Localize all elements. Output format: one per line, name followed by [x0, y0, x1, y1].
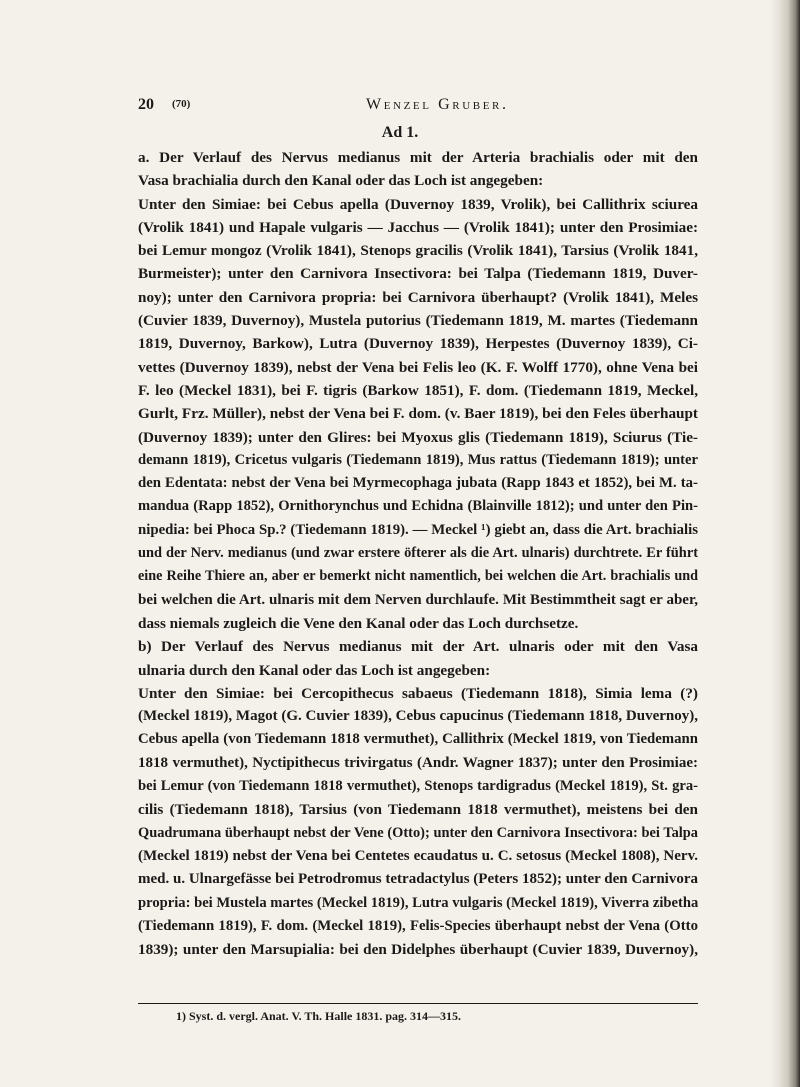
text-line: Burmeister); unter den Carnivora Insectivora: bei Talpa (Tiedemann 1819, Duver- — [138, 265, 698, 283]
text-line: mandua (Rapp 1852), Ornithorynchus und Echidna (Blainville 1812); und unter den Pin- — [138, 498, 698, 515]
author-name: Wenzel Gruber. — [366, 96, 509, 113]
text-line: dass niemals zugleich die Vene den Kanal oder das Loch durchsetze. — [138, 614, 579, 632]
text-line: med. u. Ulnargefässe bei Petrodromus tetradactylus (Peters 1852); unter den Carnivora — [138, 871, 698, 888]
text-line: b) Der Verlauf des Nervus medianus mit der Art. ulnaris oder mit den Vasa — [138, 638, 698, 656]
text-line: Vasa brachialia durch den Kanal oder das Loch ist angegeben: — [138, 172, 544, 190]
running-header — [138, 96, 698, 118]
page-shadow — [770, 0, 778, 1087]
text-line: vettes (Duvernoy 1839), nebst der Vena bei Felis leo (K. F. Wolff 1770), ohne Vena bei — [138, 358, 698, 376]
page-number: 20 — [138, 96, 154, 113]
text-line: 1819, Duvernoy, Barkow), Lutra (Duvernoy 1839), Herpestes (Duvernoy 1839), Ci- — [138, 335, 698, 353]
text-line: a. Der Verlauf des Nervus medianus mit der Arteria brachialis oder mit den — [138, 149, 698, 166]
book-spine — [778, 0, 800, 1087]
body-text — [138, 146, 698, 961]
section-ref: (70) — [172, 98, 191, 110]
text-line: 1818 vermuthet), Nyctipithecus trivirgatus (Andr. Wagner 1837); unter den Prosimiae: — [138, 754, 698, 771]
footnote: 1) Syst. d. vergl. Anat. V. Th. Halle 1831. pag. 314—315. — [176, 1009, 462, 1023]
text-line: und der Nerv. medianus (und zwar erstere öfterer als die Art. ulnaris) durchtrete. Er führt — [138, 545, 698, 562]
text-line: bei Lemur mongoz (Vrolik 1841), Stenops gracilis (Vrolik 1841), Tarsius (Vrolik 1841, — [138, 242, 698, 260]
text-line: nipedia: bei Phoca Sp.? (Tiedemann 1819). — Meckel ¹) giebt an, dass die Art. brachialis — [138, 521, 698, 538]
section-heading: Ad 1. — [381, 124, 419, 141]
text-line: (Meckel 1819), Magot (G. Cuvier 1839), Cebus capucinus (Tiedemann 1818, Duvernoy), — [138, 708, 698, 725]
text-line: Unter den Simiae: bei Cercopithecus sabaeus (Tiedemann 1818), Simia lema (?) — [138, 684, 698, 702]
text-line: propria: bei Mustela martes (Meckel 1819), Lutra vulgaris (Meckel 1819), Viverra zibetha — [138, 894, 699, 911]
text-line: (Tiedemann 1819), F. dom. (Meckel 1819), Felis-Species überhaupt nebst der Vena (Otto — [138, 917, 698, 934]
text-line: noy); unter den Carnivora propria: bei Carnivora überhaupt? (Vrolik 1841), Meles — [138, 288, 698, 306]
text-line: ulnaria durch den Kanal oder das Loch ist angegeben: — [138, 661, 491, 679]
text-line: Gurlt, Frz. Müller), nebst der Vena bei F. dom. (v. Baer 1819), bei den Feles überhaupt — [138, 405, 698, 423]
text-line: den Edentata: nebst der Vena bei Myrmecophaga jubata (Rapp 1843 et 1852), bei M. ta- — [138, 475, 698, 492]
text-line: bei welchen die Art. ulnaris mit dem Nerven durchlaufe. Mit Bestimmtheit sagt er aber, — [138, 591, 698, 608]
text-line: Cebus apella (von Tiedemann 1818 vermuthet), Callithrix (Meckel 1819, von Tiedemann — [138, 731, 698, 748]
text-line: bei Lemur (von Tiedemann 1818 vermuthet), Stenops tardigradus (Meckel 1819), St. gra- — [138, 778, 698, 795]
footnote-rule — [138, 1003, 698, 1004]
text-line: Quadrumana überhaupt nebst der Vene (Otto); unter den Carnivora Insectivora: bei Talpa — [138, 824, 698, 841]
text-line: F. leo (Meckel 1831), bei F. tigris (Barkow 1851), F. dom. (Tiedemann 1819, Meckel, — [138, 381, 698, 399]
text-line: (Meckel 1819) nebst der Vena bei Centetes ecaudatus u. C. setosus (Meckel 1808), Nerv. — [138, 847, 698, 864]
text-line: 1839); unter den Marsupialia: bei den Didelphes überhaupt (Cuvier 1839, Duvernoy), — [138, 941, 698, 959]
text-line: (Vrolik 1841) und Hapale vulgaris — Jacchus — (Vrolik 1841); unter den Prosimiae: — [138, 218, 698, 236]
text-line: (Duvernoy 1839); unter den Glires: bei Myoxus glis (Tiedemann 1819), Sciurus (Tie- — [138, 428, 698, 446]
text-line: (Cuvier 1839, Duvernoy), Mustela putorius (Tiedemann 1819, M. martes (Tiedemann — [138, 312, 698, 330]
text-line: Unter den Simiae: bei Cebus apella (Duvernoy 1839, Vrolik), bei Callithrix sciurea — [138, 195, 698, 213]
text-line: cilis (Tiedemann 1818), Tarsius (von Tiedemann 1818 vermuthet), meistens bei den — [138, 801, 698, 819]
text-line: eine Reihe Thiere an, aber er bemerkt nicht namentlich, bei welchen die Art. brachialis und — [138, 568, 698, 585]
text-line: demann 1819), Cricetus vulgaris (Tiedemann 1819), Mus rattus (Tiedemann 1819); unter — [138, 451, 698, 468]
